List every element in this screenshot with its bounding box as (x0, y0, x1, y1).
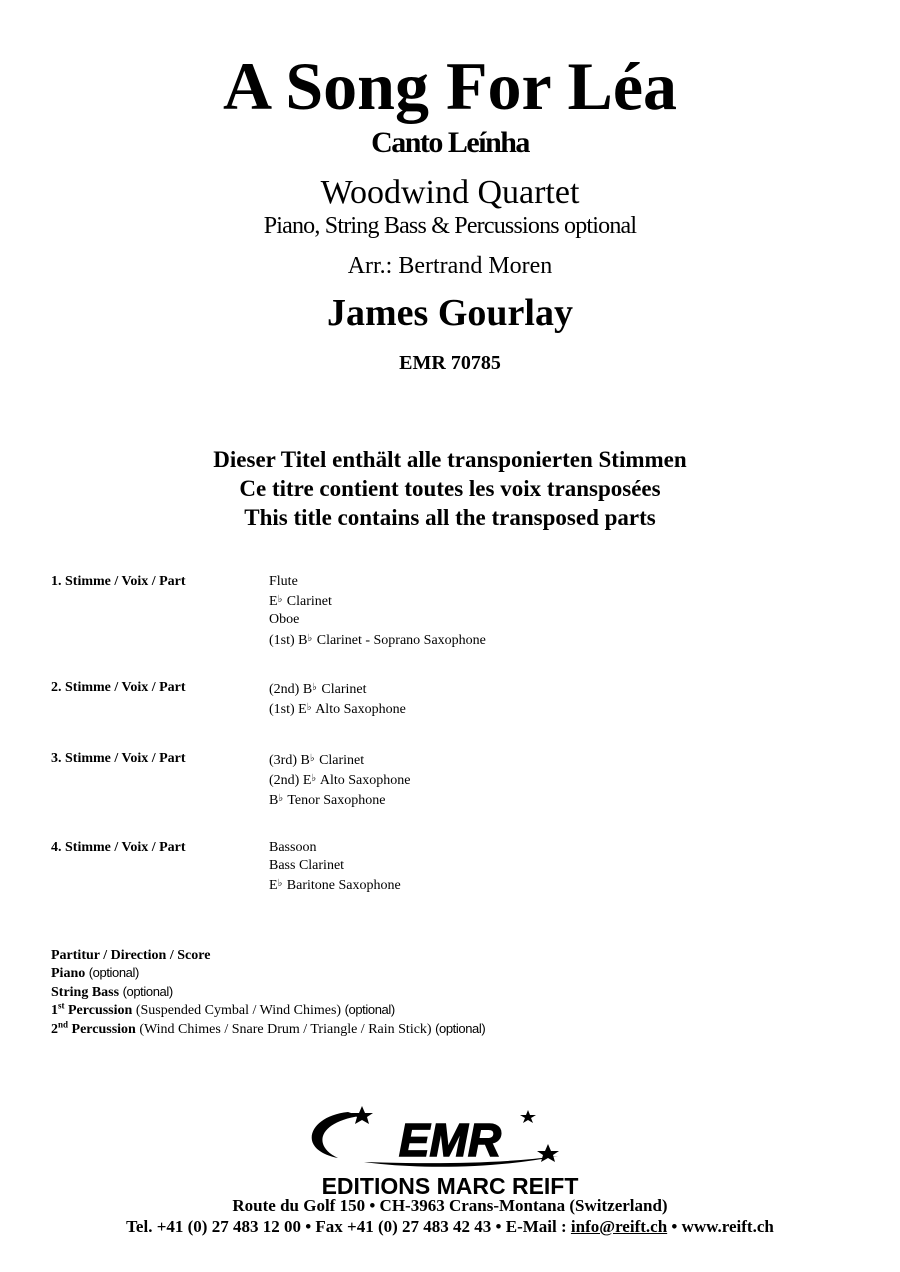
flat-symbol: ♭ (306, 702, 312, 714)
logo-mark: EMR (398, 1114, 502, 1166)
instrument-item (269, 790, 410, 810)
notice-french: Ce titre contient toutes les voix transposées (239, 476, 661, 501)
instrument-key: B (302, 682, 313, 697)
instrument-item (269, 857, 401, 875)
piano-label: Piano (51, 966, 86, 982)
instrument-item (269, 875, 401, 895)
instrument-key: E (298, 702, 307, 718)
percussion-1-number: 1 (51, 1003, 58, 1019)
instrument-name: Tenor Saxophone (287, 793, 386, 809)
instrument-key: B (269, 793, 279, 809)
instrument-name: Clarinet (321, 682, 367, 697)
flat-symbol: ♭ (309, 753, 315, 764)
percussion-1-label: Percussion (68, 1003, 133, 1019)
string-bass-label: String Bass (51, 984, 120, 1000)
part-instrument-list (269, 839, 401, 896)
instrument-name: Oboe (269, 612, 300, 628)
catalog-number: EMR 70785 (399, 352, 501, 374)
part-label: 4. Stimme / Voix / Part (51, 840, 186, 855)
emr-logo (300, 1106, 600, 1198)
instrument-key: B (298, 632, 308, 648)
star-icon (520, 1110, 536, 1123)
instrument-name: Baritone Saxophone (286, 878, 401, 894)
part-instrument-list (269, 750, 410, 811)
piano-optional: (optional) (88, 965, 139, 981)
instrument-key: B (300, 753, 310, 768)
instrument-key: E (302, 773, 312, 789)
instrument-order: (2nd) (269, 682, 303, 697)
instrument-item (269, 750, 410, 770)
optional-instruments: Piano, String Bass & Percussions optional (263, 213, 637, 239)
contact-phone-fax: Tel. +41 (0) 27 483 12 00 • Fax +41 (0) 27 483 42 43 • E-Mail : (126, 1217, 571, 1236)
email-link[interactable]: info@reift.ch (570, 1217, 668, 1236)
notice-english: This title contains all the transposed parts (244, 505, 656, 530)
instrument-item (269, 839, 401, 857)
part-label: 1. Stimme / Voix / Part (51, 574, 186, 589)
instrument-order: (1st) (269, 702, 299, 718)
percussion-2-optional: (optional) (435, 1020, 486, 1036)
instrument-item (269, 699, 406, 719)
percussion-1-ordinal: st (58, 1000, 65, 1011)
instrument-item (269, 611, 486, 629)
instrument-item (269, 679, 406, 699)
flat-symbol: ♭ (278, 793, 284, 805)
flat-symbol: ♭ (307, 632, 313, 644)
percussion-2-line (51, 1020, 485, 1038)
percussion-2-number: 2 (51, 1021, 58, 1037)
arranger: Arr.: Bertrand Moren (347, 253, 553, 279)
star-icon (537, 1144, 559, 1162)
percussion-2-detail: (Wind Chimes / Snare Drum / Triangle / Rain Stick) (139, 1021, 432, 1037)
piano-line (51, 964, 485, 982)
instrument-name: Alto Saxophone (319, 773, 411, 789)
instrument-item (269, 770, 410, 790)
publisher-address: Route du Golf 150 • CH-3963 Crans-Montana (Switzerland) (232, 1196, 668, 1215)
percussion-1-line (51, 1001, 485, 1019)
star-icon (351, 1106, 373, 1124)
instrument-name: Clarinet (286, 594, 332, 610)
instrument-name: Clarinet (319, 753, 365, 768)
publisher-contact (0, 1218, 900, 1235)
instrument-name: Flute (269, 574, 298, 589)
percussion-2-ordinal: nd (58, 1018, 69, 1029)
instrument-key: E (269, 878, 278, 894)
score-label: Partitur / Direction / Score (51, 948, 211, 963)
notice-german: Dieser Titel enthält alle transponierten Stimmen (213, 447, 687, 472)
part-instrument-list (269, 573, 486, 650)
instrument-name: Clarinet - Soprano Saxophone (316, 632, 486, 648)
percussion-1-optional: (optional) (344, 1002, 395, 1018)
instrument-name: Alto Saxophone (315, 702, 406, 718)
ensemble: Woodwind Quartet (320, 174, 580, 211)
instrument-name: Bass Clarinet (269, 858, 345, 874)
publisher-name: EDITIONS MARC REIFT (321, 1173, 579, 1198)
instrument-key: E (269, 594, 278, 610)
flat-symbol: ♭ (312, 682, 317, 693)
instrument-item (269, 630, 486, 650)
instrument-name: Bassoon (269, 840, 317, 855)
composer: James Gourlay (327, 292, 573, 334)
instrument-item (269, 573, 486, 591)
percussion-1-detail: (Suspended Cymbal / Wind Chimes) (135, 1003, 342, 1019)
part-label: 2. Stimme / Voix / Part (51, 680, 186, 695)
contact-website: • www.reift.ch (667, 1217, 774, 1236)
additional-parts (51, 947, 485, 1038)
instrument-order: (3rd) (269, 753, 301, 768)
page-title: A Song For Léa (222, 48, 678, 124)
flat-symbol: ♭ (277, 594, 283, 606)
part-label: 3. Stimme / Voix / Part (51, 751, 186, 766)
string-bass-optional: (optional) (122, 983, 173, 999)
string-bass-line (51, 983, 485, 1001)
score-line (51, 947, 485, 964)
flat-symbol: ♭ (277, 878, 283, 890)
percussion-2-label: Percussion (71, 1021, 136, 1037)
instrument-order: (2nd) (269, 773, 303, 789)
part-instrument-list (269, 679, 406, 719)
instrument-item (269, 591, 486, 611)
subtitle: Canto Leínha (371, 126, 529, 159)
flat-symbol: ♭ (311, 773, 317, 785)
instrument-order: (1st) (269, 632, 299, 648)
logo-swoosh-left (312, 1112, 360, 1158)
